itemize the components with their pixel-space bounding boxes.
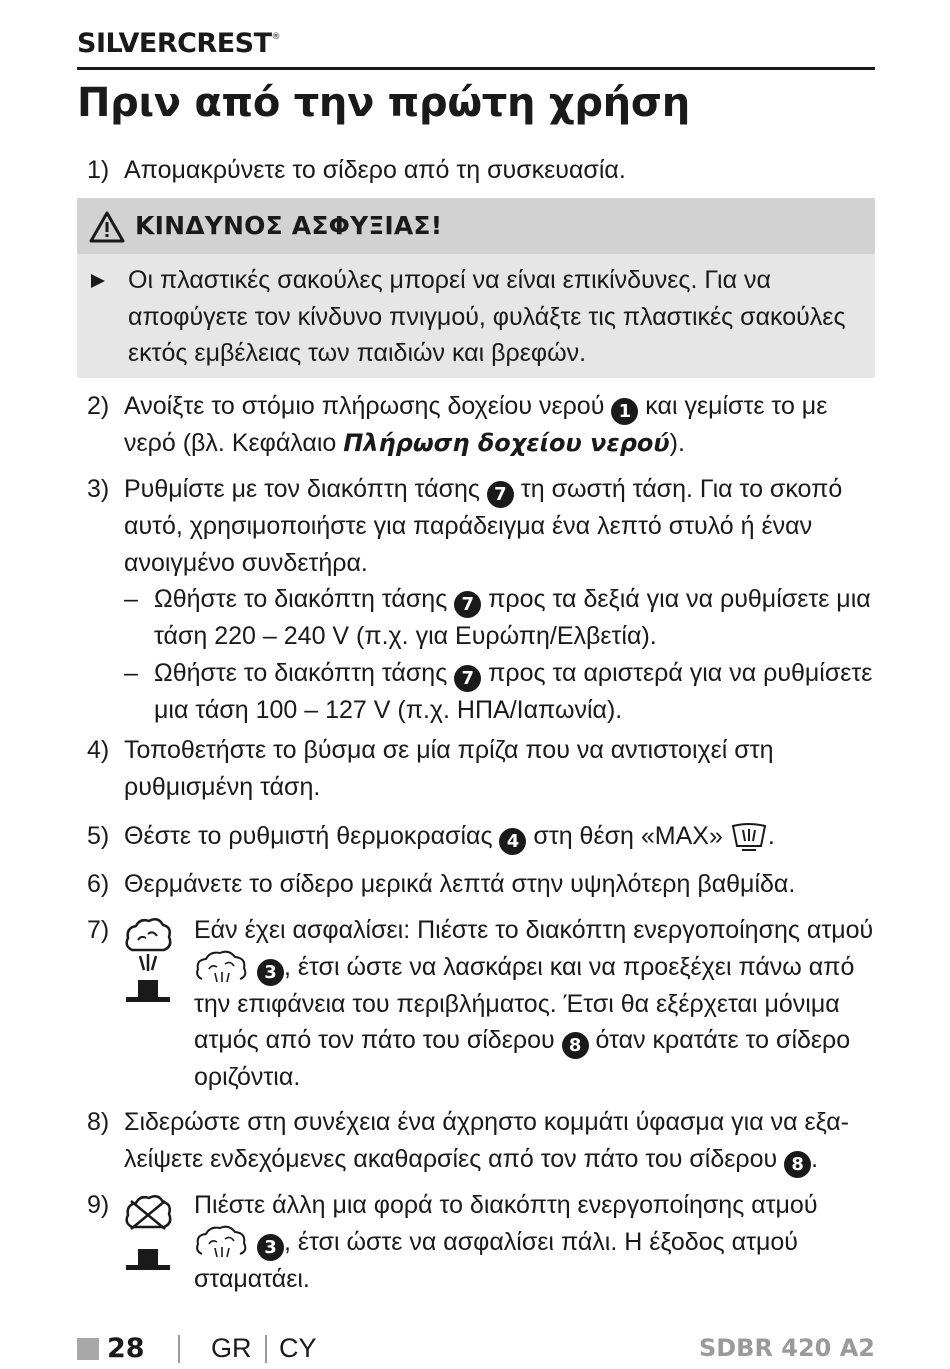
step-9 [77,1187,875,1297]
part-number-badge: 8 [562,1032,589,1059]
footer-divider [265,1335,267,1363]
warning-box [77,198,875,378]
step-text: Ρυθμίστε με τον διακόπτη τάσης 7 τη σωστή τάση. Για το σκοπό αυτό, χρησιμοποιήστε για παράδειγμα ένα λεπτό στυλό ή έναν ανοιγμένο συνδετήρα. [124,475,843,577]
part-number-badge: 3 [257,1234,284,1261]
page-number: 28 [107,1333,145,1364]
step-3 [77,471,875,728]
steam-cloud-icon [194,1224,250,1258]
step-number: 7) [87,916,110,944]
step-8 [77,1104,875,1178]
header-rule [77,67,875,70]
part-number-badge: 3 [257,959,284,986]
part-number-badge: 1 [611,398,638,425]
footer-divider [178,1335,180,1363]
step-number: 4) [87,736,110,764]
step-6 [77,866,875,903]
step-text: Απομακρύνετε το σίδερο από τη συσκευασία. [124,156,626,184]
chapter-reference: Πλήρωση δοχείου νερού [343,429,670,457]
steam-off-icon [122,1193,174,1277]
step-text: Εάν έχει ασφαλίσει: Πιέστε το διακόπτη ενεργοποίησης ατμού 3 , έτσι ώστε να λασκάρει και να προεξέχει πάνω από την επιφάνεια του περιβλήματος. Έτσι θα εξέρχεται μόνιμα ατμός από τον πάτο του σίδερου 8 όταν κρατάτε το σίδερο οριζόντια. [194,916,874,1091]
brand-logo: SILVERCREST® [77,28,281,59]
step-number: 6) [87,870,110,898]
step-text: Ανοίξτε το στόμιο πλήρωσης δοχείου νερού 1 και γεμίστε το με νερό (βλ. Κεφάλαιο Πλήρωση δοχείου νερού). [124,392,828,457]
step-1 [77,152,875,189]
sub-step: – Ωθήστε το διακόπτη τάσης 7 προς τα αριστερά για να ρυθμίσετε μια τάση 100 – 127 V (π.χ. ΗΠΑ/Ιαπωνία). [124,658,873,724]
steam-max-icon [730,822,768,852]
manual-page [77,0,875,1366]
footer-language: CY [279,1333,317,1363]
warning-text: Οι πλαστικές σακούλες μπορεί να είναι επικίνδυνες. Για να αποφύγετε τον κίνδυνο πνιγμού, φυλάξτε τις πλαστικές σακούλες εκτός εμβέλειας των παιδιών και βρεφών. [128,266,846,367]
part-number-badge: 7 [487,481,514,508]
step-text: Θέστε το ρυθμιστή θερμοκρασίας 4 στη θέση «MAX» . [124,818,875,855]
model-number: SDBR 420 A2 [698,1334,875,1362]
step-7 [77,912,875,1096]
footer-square-icon [77,1338,99,1360]
step-number: 1) [87,156,110,184]
footer-language: GR [211,1333,252,1363]
part-number-badge: 8 [784,1151,811,1178]
step-text: Πιέστε άλλη μια φορά το διακόπτη ενεργοποίησης ατμού 3 , έτσι ώστε να ασφαλίσει πάλι. Η έξοδος ατμού σταματάει. [194,1191,818,1293]
step-text: Τοποθετήστε το βύσμα σε μία πρίζα που να αντιστοιχεί στη ρυθμισμένη τάση. [124,736,774,801]
warning-title: ΚΙΝΔΥΝΟΣ ΑΣΦΥΞΙΑΣ! [135,211,443,240]
step-text: Σιδερώστε στη συνέχεια ένα άχρηστο κομμάτι ύφασμα για να εξαλείψετε ενδεχόμενες ακαθαρσίες από τον πάτο του σίδερου 8 . [124,1104,875,1178]
step-text: Θερμάνετε το σίδερο μερικά λεπτά στην υψηλότερη βαθμίδα. [124,870,796,898]
warning-header [77,198,875,254]
part-number-badge: 4 [499,828,526,855]
warning-body [77,262,875,372]
warning-triangle-icon [89,211,125,243]
step-number: 2) [87,392,110,420]
step-number: 8) [87,1108,110,1136]
step-number: 3) [87,475,110,503]
step-number: 5) [87,822,110,850]
steam-on-icon [122,916,174,1008]
step-4 [77,732,875,805]
page-title: Πριν από την πρώτη χρήση [77,80,690,126]
steam-cloud-icon [194,949,250,983]
part-number-badge: 7 [454,665,481,692]
step-number: 9) [87,1191,110,1219]
part-number-badge: 7 [454,591,481,618]
step-5 [77,818,875,855]
page-footer [77,1333,875,1369]
arrow-bullet-icon [91,274,105,288]
sub-step: – Ωθήστε το διακόπτη τάσης 7 προς τα δεξιά για να ρυθμίσετε μια τάση 220 – 240 V (π.χ. για Ευρώπη/Ελβετία). [124,585,871,650]
step-2 [77,388,875,462]
